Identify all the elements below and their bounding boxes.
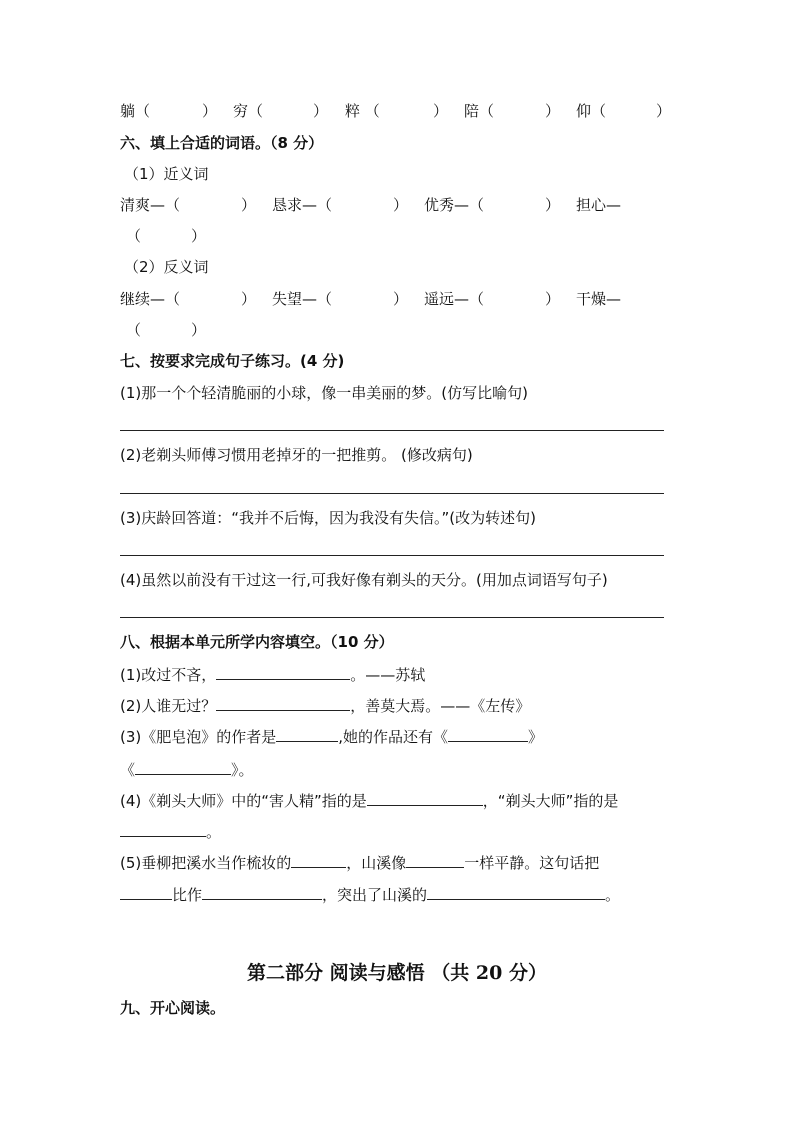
synonym-subtitle: （1）近义词 [124,165,209,183]
synonym-word: 清爽—（ [120,196,181,214]
fill-blank[interactable] [216,695,350,711]
fill-text: 比作 [172,886,203,904]
bracket-close: ） [545,102,561,120]
bracket-close: ） [656,102,672,120]
synonym-word: 恳求—（ [272,196,333,214]
bracket-close: ） [393,196,409,214]
fill-blank[interactable] [120,884,172,900]
fill-blank[interactable] [202,884,322,900]
fill-line-3 [120,726,543,747]
section7-title: 七、按要求完成句子练习。(4 分) [120,352,345,370]
fill-text: 》 [528,728,544,746]
part2-title: 第二部分 阅读与感悟 （共 20 分） [247,962,547,984]
fill-text: (4)《剃头大师》中的“害人精”指的是 [120,792,367,810]
fill-text: (5)垂柳把溪水当作梳妆的 [120,854,292,872]
bracket-close: ） [202,102,218,120]
fill-text: ，善莫大焉。——《左传》 [350,697,531,715]
section9-title: 九、开心阅读。 [120,999,226,1017]
fill-line-1 [120,664,425,685]
fill-blank[interactable] [135,759,231,775]
synonym-word: 优秀—（ [424,196,485,214]
fill-line-8 [120,884,620,905]
fill-line-6 [120,821,221,842]
bracket-open: （ [126,321,142,339]
fill-text: 。 [605,886,621,904]
synonym-word: 担心— [576,196,622,214]
bracket-close: ） [241,290,257,308]
fill-blank[interactable] [367,790,483,806]
fill-text: 。——苏轼 [350,666,426,684]
antonym-word: 失望—（ [272,290,333,308]
fill-text: ,她的作品还有《 [338,728,449,746]
antonym-subtitle: （2）反义词 [124,258,209,276]
fill-blank[interactable] [448,726,528,742]
char-label: 躺（ [120,102,151,120]
fill-text: 》。 [231,761,254,779]
fill-text: ，山溪像 [346,854,407,872]
fill-blank[interactable] [120,821,206,837]
answer-line-1[interactable] [120,430,664,431]
bracket-close: ） [393,290,409,308]
sentence-question-4: (4)虽然以前没有干过这一行,可我好像有剃头的天分。(用加点词语写句子) [120,571,608,589]
fill-text: 《 [120,761,136,779]
fill-line-7 [120,852,599,873]
section8-title: 八、根据本单元所学内容填空。（10 分） [120,633,394,651]
fill-line-5 [120,790,618,811]
answer-line-2[interactable] [120,493,664,494]
sentence-question-1: (1)那一个个轻清脆丽的小球，像一串美丽的梦。(仿写比喻句) [120,384,528,402]
fill-blank[interactable] [427,884,605,900]
char-label: 仰（ [576,102,607,120]
section6-title: 六、填上合适的词语。（8 分） [120,134,324,152]
char-label: 陪（ [464,102,495,120]
answer-line-3[interactable] [120,555,664,556]
bracket-close: ） [191,227,207,245]
fill-blank[interactable] [276,726,338,742]
char-label: 粹 （ [345,102,380,120]
char-label: 穷（ [233,102,264,120]
antonym-word: 干燥— [576,290,622,308]
bracket-close: ） [313,102,329,120]
bracket-close: ） [433,102,449,120]
fill-blank[interactable] [291,852,346,868]
answer-line-4[interactable] [120,617,664,618]
fill-text: (3)《肥皂泡》的作者是 [120,728,277,746]
fill-line-4 [120,759,254,780]
bracket-close: ） [545,290,561,308]
sentence-question-3: (3)庆龄回答道：“我并不后悔，因为我没有失信。”(改为转述句) [120,509,536,527]
fill-text: ，突出了山溪的 [322,886,428,904]
bracket-close: ） [545,196,561,214]
fill-text: ，“剃头大师”指的是 [482,792,619,810]
bracket-close: ） [241,196,257,214]
antonym-word: 遥远—（ [424,290,485,308]
fill-text: 一样平静。这句话把 [464,854,600,872]
fill-blank[interactable] [216,664,350,680]
antonym-word: 继续—（ [120,290,181,308]
fill-line-2 [120,695,530,716]
bracket-close: ） [191,321,207,339]
fill-text: (2)人谁无过？ [120,697,217,715]
fill-blank[interactable] [406,852,464,868]
bracket-open: （ [126,227,142,245]
sentence-question-2: (2)老剃头师傅习惯用老掉牙的一把推剪。 (修改病句) [120,446,473,464]
fill-text: (1)改过不吝， [120,666,217,684]
fill-text: 。 [206,823,222,841]
